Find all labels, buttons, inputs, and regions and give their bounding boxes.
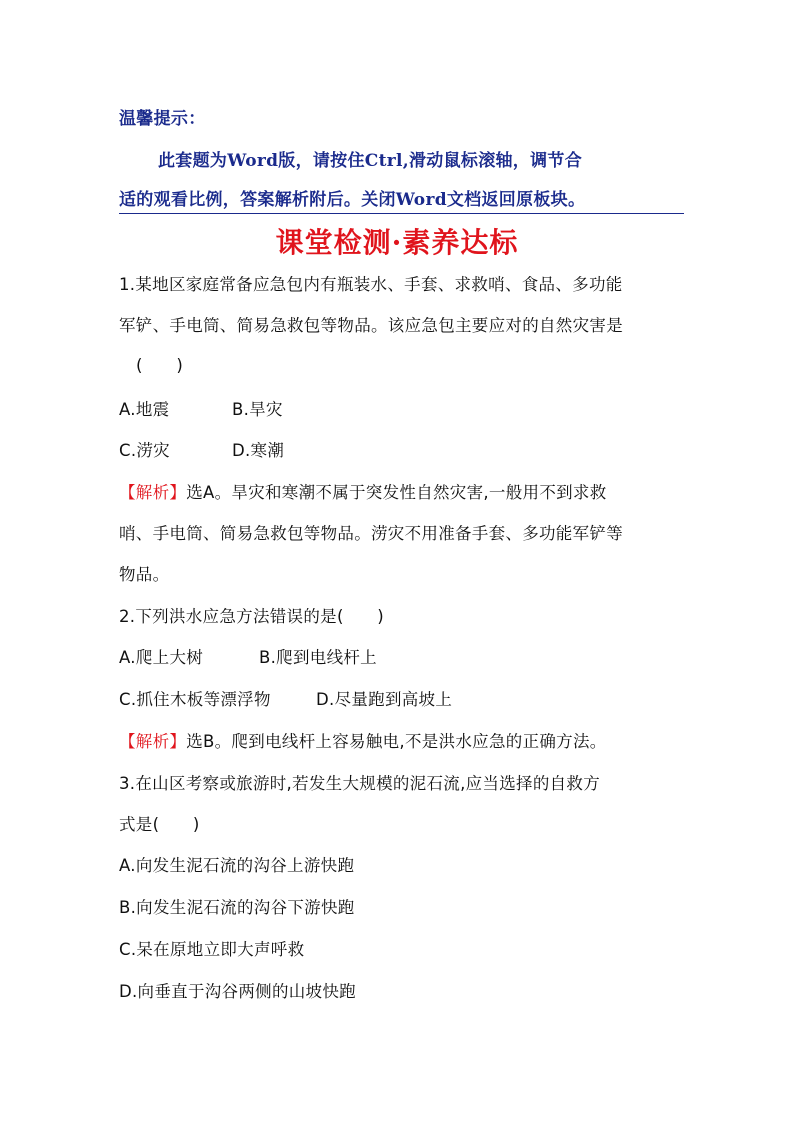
q2-option-c: C.抓住木板等漂浮物 xyxy=(119,690,271,709)
q2-analysis-line-1 xyxy=(119,732,607,752)
q2-option-d: D.尽量跑到高坡上 xyxy=(316,690,453,709)
q3-option-d: D.向垂直于沟谷两侧的山坡快跑 xyxy=(119,982,356,1001)
q1-analysis-line-2: 哨、手电筒、简易急救包等物品。涝灾不用准备手套、多功能军铲等 xyxy=(119,524,623,543)
q3-option-b: B.向发生泥石流的沟谷下游快跑 xyxy=(119,898,355,917)
tip-line-1: 此套题为Word版，请按住Ctrl,滑动鼠标滚轴，调节合 xyxy=(158,151,583,171)
q2-option-a: A.爬上大树 xyxy=(119,648,204,667)
q3-option-c: C.呆在原地立即大声呼救 xyxy=(119,940,305,959)
q2-option-b: B.爬到电线杆上 xyxy=(259,648,377,667)
q3-line-2: 式是( ) xyxy=(119,815,200,834)
q3-line-1: 3.在山区考察或旅游时,若发生大规模的泥石流,应当选择的自救方 xyxy=(119,774,601,793)
tip-title: 温馨提示： xyxy=(119,109,206,129)
q1-option-c: C.涝灾 xyxy=(119,441,170,460)
q1-option-b: B.旱灾 xyxy=(232,400,283,419)
q3-option-a: A.向发生泥石流的沟谷上游快跑 xyxy=(119,856,355,875)
q2-analysis-text-1: 选B。爬到电线杆上容易触电,不是洪水应急的正确方法。 xyxy=(186,732,607,751)
q1-line-2: 军铲、手电筒、简易急救包等物品。该应急包主要应对的自然灾害是 xyxy=(119,316,623,335)
q1-analysis-line-3: 物品。 xyxy=(119,565,170,584)
q1-analysis-line-1 xyxy=(119,483,607,503)
q1-line-3: ( ) xyxy=(136,356,184,375)
q2-line-1: 2.下列洪水应急方法错误的是( ) xyxy=(119,607,385,626)
q1-option-d: D.寒潮 xyxy=(232,441,285,460)
q1-option-a: A.地震 xyxy=(119,400,170,419)
tip-line-2: 适的观看比例，答案解析附后。关闭Word文档返回原板块。 xyxy=(119,190,586,210)
section-title: 课堂检测·素养达标 xyxy=(275,226,519,259)
tip-underline xyxy=(119,213,684,214)
q1-analysis-tag: 【解析】 xyxy=(119,483,187,502)
q1-line-1: 1.某地区家庭常备应急包内有瓶装水、手套、求救哨、食品、多功能 xyxy=(119,275,623,294)
q2-analysis-tag: 【解析】 xyxy=(119,732,187,751)
q1-analysis-text-1: 选A。旱灾和寒潮不属于突发性自然灾害,一般用不到求救 xyxy=(186,483,607,502)
